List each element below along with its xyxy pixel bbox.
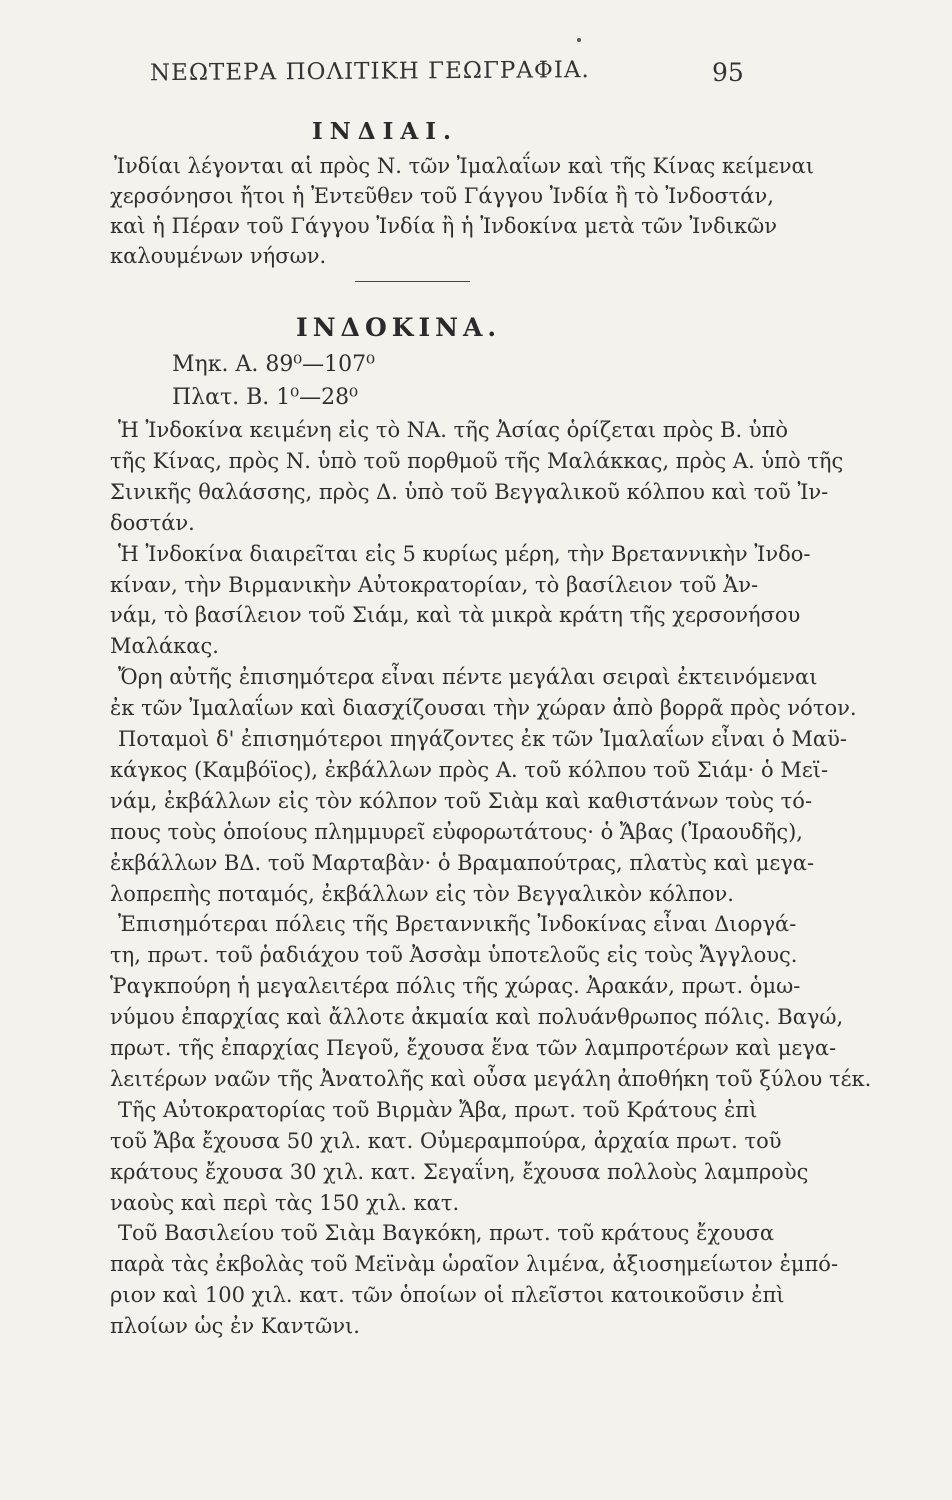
text-line: παρὰ τὰς ἐκβολὰς τοῦ Μεϊνὰμ ὡραῖον λιμένα, ἀξιοσημείωτον ἐμπό- (110, 1252, 839, 1277)
text-line: πλοίων ὡς ἐν Καντῶνι. (110, 1314, 360, 1339)
text-line: Τοῦ Βασιλείου τοῦ Σιὰμ Βαγκόκη, πρωτ. τοῦ κράτους ἔχουσα (118, 1221, 775, 1246)
section-title-indokina: ΙΝΔΟΚΙΝΑ. (296, 313, 502, 342)
text-line: Ποταμοὶ δ' ἐπισημότεροι πηγάζοντες ἐκ τῶν Ἰμαλαΐων εἶναι ὁ Μαϋ- (118, 727, 847, 751)
text-line: κράτους ἔχουσα 30 χιλ. κατ. Σεγαΐνη, ἔχουσα πολλοὺς λαμπροὺς (110, 1159, 809, 1184)
text-line: ἐκ τῶν Ἰμαλαΐων καὶ διασχίζουσαι τὴν χώραν ἀπὸ βορρᾶ πρὸς νότον. (110, 696, 857, 721)
section-title-indiai: ΙΝΔΙΑΙ. (312, 118, 458, 145)
text-line: ναοὺς καὶ περὶ τὰς 150 χιλ. κατ. (110, 1190, 460, 1215)
text-line: τῆς Κίνας, πρὸς Ν. ὑπὸ τοῦ πορθμοῦ τῆς Μαλάκκας, πρὸς Α. ὑπὸ τῆς (110, 448, 844, 473)
text-line: δοστάν. (110, 510, 195, 535)
text-line: ἐκβάλλων ΒΔ. τοῦ Μαρταβὰν· ὁ Βραμαπούτρας, πλατὺς καὶ μεγα- (110, 850, 815, 875)
ink-dot (577, 38, 581, 42)
text-line: ριον καὶ 100 χιλ. κατ. τῶν ὁποίων οἱ πλεῖστοι κατοικοῦσιν ἐπὶ (110, 1283, 785, 1308)
text-line: νύμου ἐπαρχίας καὶ ἄλλοτε ἀκμαία καὶ πολυάνθρωπος πόλις. Βαγώ, (110, 1005, 844, 1030)
text-line: Ἐπισημότεραι πόλεις τῆς Βρεταννικῆς Ἰνδοκίνας εἶναι Διοργά- (118, 912, 797, 937)
text-line: πρωτ. τῆς ἐπαρχίας Πεγοῦ, ἔχουσα ἕνα τῶν λαμπροτέρων καὶ μεγα- (110, 1036, 837, 1060)
text-line: Ῥαγκπούρη ἡ μεγαλειτέρα πόλις τῆς χώρας. Ἀρακάν, πρωτ. ὁμω- (110, 974, 801, 999)
text-line: καὶ ἡ Πέραν τοῦ Γάγγου Ἰνδία ἢ ἡ Ἰνδοκίνα μετὰ τῶν Ἰνδικῶν (110, 214, 777, 238)
text-line: κάγκος (Καμβόϊος), ἐκβάλλων πρὸς Α. τοῦ κόλπου τοῦ Σιάμ· ὁ Μεϊ- (110, 757, 829, 782)
text-line: Ἡ Ἰνδοκίνα κειμένη εἰς τὸ ΝΑ. τῆς Ἀσίας ὁρίζεται πρὸς Β. ὑπὸ (118, 418, 789, 442)
text-line: λοπρεπὴς ποταμός, ἐκβάλλων εἰς τὸν Βεγγαλικὸν κόλπον. (110, 881, 734, 906)
text-line: τοῦ Ἄβα ἔχουσα 50 χιλ. κατ. Οὐμεραμπούρα, ἀρχαία πρωτ. τοῦ (110, 1128, 782, 1153)
text-line: Σινικῆς θαλάσσης, πρὸς Δ. ὑπὸ τοῦ Βεγγαλικοῦ κόλπου καὶ τοῦ Ἰν- (110, 479, 829, 504)
text-line: Τῆς Αὐτοκρατορίας τοῦ Βιρμὰν Ἄβα, πρωτ. τοῦ Κράτους ἐπὶ (118, 1097, 758, 1122)
running-title: ΝΕΩΤΕΡΑ ΠΟΛΙΤΙΚΗ ΓΕΩΓΡΑΦΙΑ. (149, 57, 590, 87)
text-line: κίναν, τὴν Βιρμανικὴν Αὐτοκρατορίαν, τὸ βασίλειον τοῦ Ἀν- (110, 572, 759, 597)
text-line: καλουμένων νήσων. (110, 244, 327, 268)
text-line: Μαλάκας. (110, 634, 219, 659)
text-line: λειτέρων ναῶν τῆς Ἀνατολῆς καὶ οὖσα μεγάλη ἀποθήκη τοῦ ξύλου τέκ. (110, 1066, 872, 1091)
longitude-range: Μηκ. Α. 89⁰—107⁰ (172, 352, 375, 377)
text-line: Ἡ Ἰνδοκίνα διαιρεῖται εἰς 5 κυρίως μέρη, τὴν Βρεταννικὴν Ἰνδο- (118, 541, 811, 566)
latitude-range: Πλατ. Β. 1⁰—28⁰ (172, 385, 358, 410)
text-line: τη, πρωτ. τοῦ ῥαδιάχου τοῦ Ἀσσὰμ ὑποτελοῦς εἰς τοὺς Ἄγγλους. (110, 943, 798, 968)
text-line: Ἰνδίαι λέγονται αἱ πρὸς Ν. τῶν Ἰμαλαΐων καὶ τῆς Κίνας κείμεναι (114, 154, 814, 178)
section-divider (355, 281, 470, 282)
page-number: 95 (712, 58, 744, 87)
text-line: Ὄρη αὐτῆς ἐπισημότερα εἶναι πέντε μεγάλαι σειραὶ ἐκτεινόμεναι (118, 665, 818, 690)
text-line: χερσόνησοι ἤτοι ἡ Ἐντεῦθεν τοῦ Γάγγου Ἰνδία ἢ τὸ Ἰνδοστάν, (110, 184, 774, 208)
text-line: νάμ, ἐκβάλλων εἰς τὸν κόλπον τοῦ Σιὰμ καὶ καθιστάνων τοὺς τό- (110, 788, 813, 813)
text-line: νάμ, τὸ βασίλειον τοῦ Σιάμ, καὶ τὰ μικρὰ κράτη τῆς χερσονήσου (110, 603, 801, 628)
text-line: πους τοὺς ὁποίους πλημμυρεῖ εὐφορωτάτους· ὁ Ἄβας (Ἰραουδῆς), (110, 819, 803, 844)
